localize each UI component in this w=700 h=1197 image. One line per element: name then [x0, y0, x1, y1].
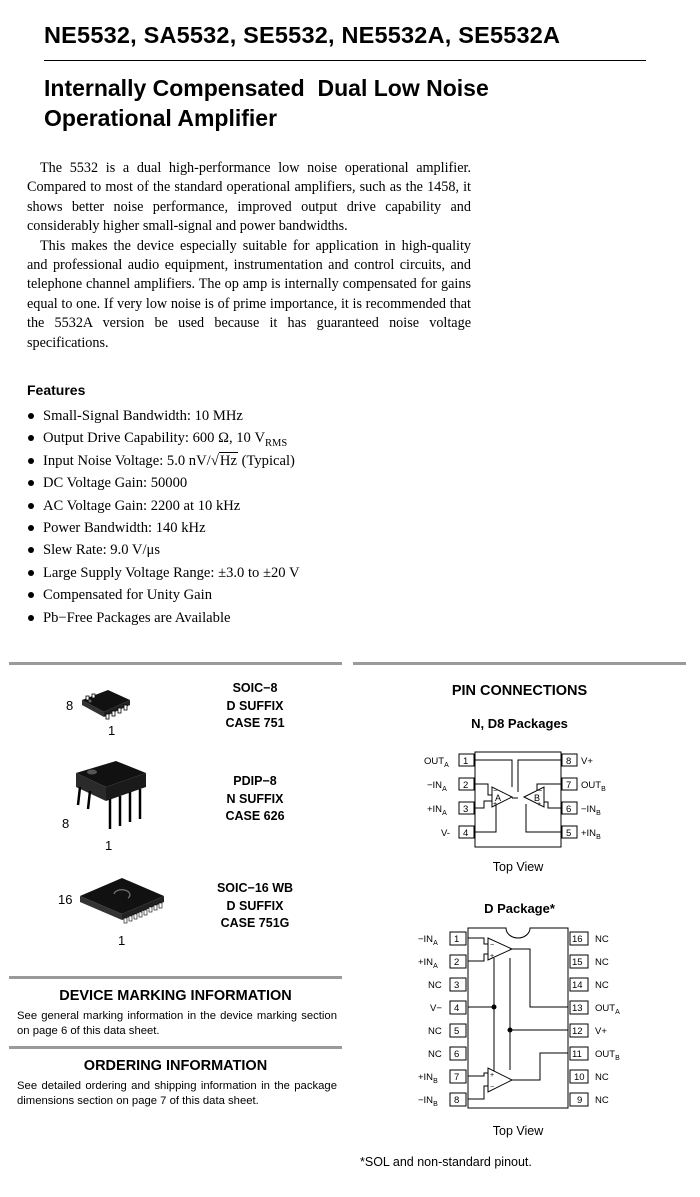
d-pkg-pin-num: 2 [454, 957, 460, 968]
package-suffix: D SUFFIX [226, 698, 284, 713]
bullet-icon [28, 480, 34, 486]
n-d8-pin-num: 8 [566, 756, 572, 767]
svg-text:−: − [493, 788, 498, 795]
n-d8-pin-label: $OUT_B$ [581, 780, 606, 793]
page-title [44, 73, 664, 133]
d-pkg-pin-label: NC [595, 1072, 609, 1083]
op-amp-b-label: B [534, 793, 541, 803]
feature-item: Power Bandwidth: 140 kHz [27, 518, 300, 540]
pdip8-package-icon [70, 755, 152, 835]
rms-subscript: RMS [265, 438, 288, 450]
d-pkg-pin-num: 7 [454, 1072, 460, 1083]
d-pkg-pin-label: NC [595, 957, 609, 968]
feature-item: Pb−Free Packages are Available [27, 608, 300, 630]
features-heading: Features [27, 382, 86, 398]
section-rule-right [353, 662, 686, 665]
svg-text:−: − [490, 1084, 495, 1091]
n-d8-pin-num: 3 [463, 804, 469, 815]
package-suffix: D SUFFIX [226, 898, 284, 913]
n-d8-pin-label: $+IN_A$ [427, 804, 447, 817]
soic8-pin-8: 8 [66, 698, 74, 713]
soic8-package-icon [78, 686, 136, 722]
pdip8-package-label [180, 773, 330, 826]
soic16-package-icon [76, 872, 168, 932]
op-amp-a-label: A [495, 793, 502, 803]
d-pkg-pin-label: $-IN_A$ [418, 934, 438, 947]
d-pkg-pin-label: NC [595, 934, 609, 945]
soic8-package-label [180, 680, 330, 733]
device-marking-rule [9, 976, 342, 979]
bullet-icon [28, 413, 34, 419]
description-paragraph-2: This makes the device especially suitable for application in high-quality and professional audio equipment, instrumentation and control circuits, and telephone channel amplifiers. The op amp is internally compensated for gains equal to one. If very low noise is of prime importance, it is recommended that the 5532A version be used because it has guaranteed noise voltage specifications. [27, 237, 471, 351]
d-pkg-pin-num: 13 [572, 1003, 583, 1014]
pdip8-pin-1: 1 [105, 838, 113, 853]
n-d8-pinout-diagram [350, 740, 640, 860]
n-d8-pin-num: 4 [463, 828, 469, 839]
package-name: SOIC−8 [232, 681, 278, 695]
n-d8-pin-num: 7 [566, 780, 572, 791]
n-d8-pin-label: $-IN_B$ [581, 804, 601, 817]
d-pkg-pin-num: 12 [572, 1026, 583, 1037]
n-d8-pin-label: $+IN_B$ [581, 828, 601, 841]
d-pkg-pin-num: 16 [572, 934, 583, 945]
svg-text:−: − [490, 942, 495, 949]
d-pkg-pin-label: NC [428, 1026, 442, 1037]
title-line-2: Operational Amplifier [44, 105, 278, 131]
d-pkg-pin-num: 8 [454, 1095, 460, 1106]
d-pkg-pin-num: 4 [454, 1003, 460, 1014]
description-paragraph-1: The 5532 is a dual high-performance low noise operational amplifier. Compared to most of the standard operational amplifiers, such as the 1458, it shows better noise performance, improved output drive capability and considerably higher small-signal and power bandwidths. [27, 160, 471, 235]
part-numbers: NE5532, SA5532, SE5532, NE5532A, SE5532A [44, 22, 561, 48]
soic8-pin-1: 1 [108, 723, 116, 738]
ordering-rule [9, 1046, 342, 1049]
package-case: CASE 751G [220, 916, 290, 930]
footnote: *SOL and non-standard pinout. [360, 1155, 532, 1169]
n-d8-caption: Top View [492, 860, 544, 874]
d-pkg-pin-label: NC [595, 980, 609, 991]
soic16-package-label [180, 880, 330, 933]
svg-text:+: + [490, 1072, 495, 1079]
ordering-text: See detailed ordering and shipping information in the package dimensions section on page 7 of this data sheet. [17, 1080, 337, 1107]
d-pkg-pin-num: 1 [454, 934, 460, 945]
d-pkg-pin-label: NC [428, 1049, 442, 1060]
title-line-1: Internally Compensated Dual Low Noise [44, 75, 489, 101]
n-d8-pin-label: $OUT_A$ [424, 756, 449, 769]
svg-text:+: + [490, 953, 495, 960]
n-d8-pin-num: 5 [566, 828, 572, 839]
bullet-icon [28, 525, 34, 531]
package-case: CASE 751 [225, 716, 285, 730]
d-pkg-pin-num: 15 [572, 957, 583, 968]
d-pkg-pin-num: 11 [572, 1049, 582, 1060]
svg-text:+: + [493, 801, 498, 808]
d-pkg-pin-num: 10 [574, 1072, 585, 1083]
feature-item: DC Voltage Gain: 50000 [27, 473, 300, 495]
soic16-pin-1: 1 [118, 933, 126, 948]
n-d8-pin-num: 1 [463, 756, 469, 767]
pin-connections-title: PIN CONNECTIONS [451, 683, 588, 699]
d-pkg-pin-label: $+IN_B$ [418, 1072, 438, 1085]
bullet-icon [28, 570, 34, 576]
feature-item: Large Supply Voltage Range: ±3.0 to ±20 V [27, 563, 300, 585]
sqrt-hz: Hz [219, 452, 237, 469]
feature-item: AC Voltage Gain: 2200 at 10 kHz [27, 496, 300, 518]
bullet-icon [28, 435, 34, 441]
n-d8-pin-label: V- [441, 828, 450, 839]
feature-item: Compensated for Unity Gain [27, 585, 300, 607]
d-pkg-pin-label: $-IN_B$ [418, 1095, 438, 1108]
svg-text:−: − [538, 788, 543, 795]
d-pkg-pin-label: $OUT_A$ [595, 1003, 620, 1016]
d-pkg-pin-label: $OUT_B$ [595, 1049, 620, 1062]
bullet-icon [28, 615, 34, 621]
d-package-pinout-diagram [350, 920, 640, 1115]
package-case: CASE 626 [225, 809, 285, 823]
d-pkg-pin-label: V+ [595, 1026, 607, 1037]
ordering-title: ORDERING INFORMATION [83, 1058, 268, 1074]
bullet-icon [28, 547, 34, 553]
n-d8-pin-num: 2 [463, 780, 469, 791]
d-pkg-pin-num: 9 [577, 1095, 583, 1106]
device-marking-title: DEVICE MARKING INFORMATION [59, 988, 292, 1004]
svg-text:+: + [537, 801, 542, 808]
d-pkg-pin-num: 6 [454, 1049, 460, 1060]
package-suffix: N SUFFIX [226, 791, 284, 806]
d-pkg-pin-num: 5 [454, 1026, 460, 1037]
device-marking-text: See general marking information in the device marking section on page 6 of this data sheet. [17, 1010, 337, 1037]
d-package-caption: Top View [492, 1124, 544, 1138]
n-d8-pin-label: $-IN_A$ [427, 780, 447, 793]
d-pkg-pin-label: NC [428, 980, 442, 991]
d-pkg-pin-num: 14 [572, 980, 583, 991]
pdip8-pin-8: 8 [62, 816, 70, 831]
feature-item: Output Drive Capability: 600 Ω, 10 $V_{RMS}$ [27, 428, 300, 450]
feature-item: Input Noise Voltage: 5.0 nV/√Hz (Typical) [27, 451, 300, 473]
soic16-pin-16: 16 [58, 892, 73, 907]
bullet-icon [28, 458, 34, 464]
feature-item: Slew Rate: 9.0 V/μs [27, 540, 300, 562]
d-pkg-pin-label: V− [430, 1003, 442, 1014]
n-d8-heading: N, D8 Packages [471, 716, 568, 731]
d-pkg-pin-label: NC [595, 1095, 609, 1106]
d-pkg-pin-label: $+IN_A$ [418, 957, 438, 970]
n-d8-pin-num: 6 [566, 804, 572, 815]
n-d8-pin-label: V+ [581, 756, 593, 767]
package-name: SOIC−16 WB [216, 881, 294, 895]
bullet-icon [28, 592, 34, 598]
features-list [27, 406, 300, 630]
d-pkg-pin-num: 3 [454, 980, 460, 991]
bullet-icon [28, 503, 34, 509]
package-name: PDIP−8 [233, 774, 277, 788]
section-rule-left [9, 662, 342, 665]
d-package-heading: D Package* [484, 901, 555, 916]
description [27, 159, 471, 353]
feature-item: Small-Signal Bandwidth: 10 MHz [27, 406, 300, 428]
title-rule [44, 60, 646, 61]
